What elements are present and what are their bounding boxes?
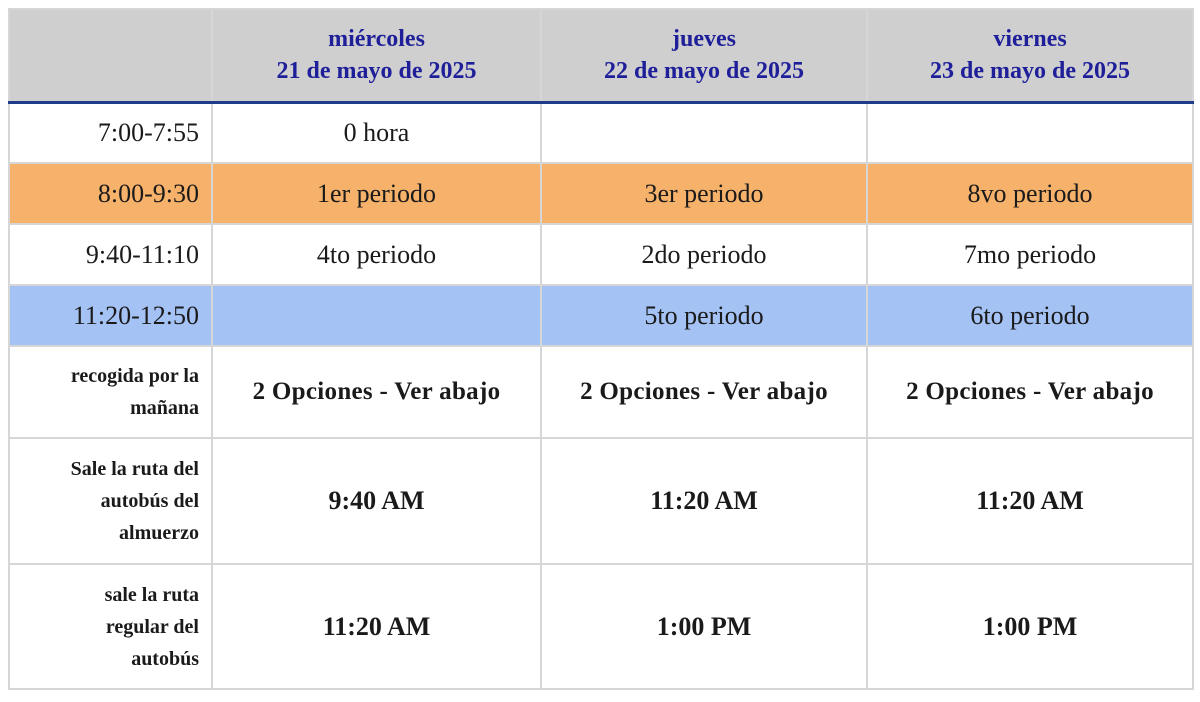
bus-cell: 11:20 AM — [212, 564, 541, 689]
period-cell: 2do periodo — [541, 224, 867, 285]
header-day-wednesday — [212, 9, 541, 102]
label-line: autobús — [131, 647, 199, 670]
day-name: jueves — [672, 26, 736, 53]
period-time: 9:40-11:10 — [9, 224, 212, 285]
label-line: Sale la ruta del — [70, 458, 199, 480]
period-cell — [867, 102, 1193, 163]
bus-cell: 2 Opciones - Ver abajo — [867, 346, 1193, 438]
period-cell: 6to periodo — [867, 285, 1193, 346]
period-cell: 4to periodo — [212, 224, 541, 285]
bus-cell: 9:40 AM — [212, 438, 541, 564]
bus-cell: 1:00 PM — [541, 564, 867, 689]
period-cell — [541, 102, 867, 163]
period-cell: 7mo periodo — [867, 224, 1193, 285]
period-row — [9, 224, 1193, 285]
bus-row-label — [9, 564, 212, 689]
schedule-table — [8, 8, 1194, 690]
label-line: recogida por la — [70, 365, 199, 387]
header-corner-cell — [9, 9, 212, 102]
label-line: sale la ruta — [104, 583, 199, 606]
period-cell: 1er periodo — [212, 163, 541, 224]
period-cell: 8vo periodo — [867, 163, 1193, 224]
day-date: 21 de mayo de 2025 — [276, 58, 477, 85]
bus-row-label — [9, 438, 212, 564]
period-time: 7:00-7:55 — [9, 102, 212, 163]
header-day-thursday — [541, 9, 867, 102]
bus-cell: 11:20 AM — [867, 438, 1193, 564]
period-cell: 5to periodo — [541, 285, 867, 346]
label-line: autobús del — [100, 490, 199, 512]
day-date: 22 de mayo de 2025 — [604, 58, 804, 85]
period-cell: 3er periodo — [541, 163, 867, 224]
bus-cell: 11:20 AM — [541, 438, 867, 564]
header-day-friday — [867, 9, 1193, 102]
label-line: mañana — [130, 397, 199, 419]
day-name: viernes — [993, 26, 1067, 53]
bus-row-regular-route — [9, 564, 1193, 689]
label-line: regular del — [105, 615, 199, 638]
period-row — [9, 285, 1193, 346]
header-row — [9, 9, 1193, 102]
bus-row-lunch-route — [9, 438, 1193, 564]
day-date: 23 de mayo de 2025 — [930, 58, 1130, 85]
period-cell: 0 hora — [212, 102, 541, 163]
bus-cell: 1:00 PM — [867, 564, 1193, 689]
period-row — [9, 163, 1193, 224]
label-line: almuerzo — [119, 522, 199, 544]
bus-cell: 2 Opciones - Ver abajo — [541, 346, 867, 438]
period-time: 11:20-12:50 — [9, 285, 212, 346]
bus-row-label — [9, 346, 212, 438]
bus-cell: 2 Opciones - Ver abajo — [212, 346, 541, 438]
bus-row-morning-pickup — [9, 346, 1193, 438]
period-time: 8:00-9:30 — [9, 163, 212, 224]
period-cell — [212, 285, 541, 346]
period-row — [9, 102, 1193, 163]
day-name: miércoles — [328, 26, 425, 53]
